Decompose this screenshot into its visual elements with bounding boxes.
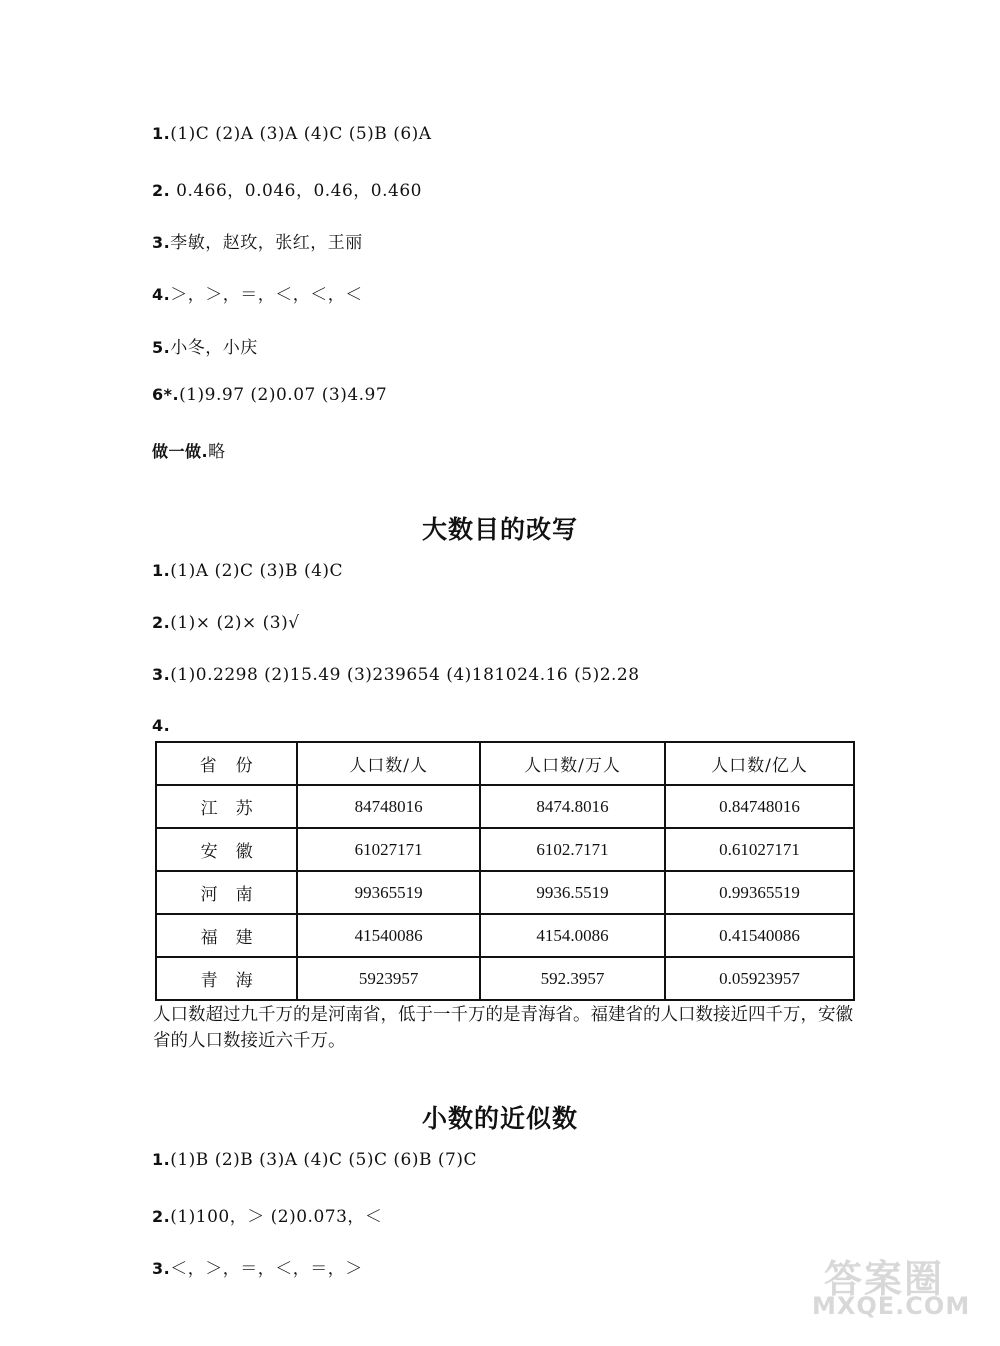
answer-line: 5.小冬，小庆 [152, 338, 258, 358]
section-title: 小数的近似数 [421, 1104, 578, 1133]
table-cell: 6102.7171 [480, 828, 665, 871]
table-cell: 0.61027171 [665, 828, 854, 871]
table-row [156, 828, 854, 871]
table-cell: 河南 [156, 871, 297, 914]
table-cell: 84748016 [297, 785, 480, 828]
summary-paragraph: 人口数超过九千万的是河南省，低于一千万的是青海省。福建省的人口数接近四千万，安徽省的人口数接近六千万。 [153, 1005, 853, 1051]
answer-line: 2. 0.466，0.046，0.46，0.460 [152, 181, 422, 201]
table-cell: 0.41540086 [665, 914, 854, 957]
table-header-row [156, 742, 854, 785]
table-row [156, 914, 854, 957]
table-header: 人口数/人 [297, 742, 480, 785]
answer-line: 3.＜，＞，＝，＜，＝，＞ [152, 1259, 363, 1279]
answer-line: 1.(1)A (2)C (3)B (4)C [152, 561, 344, 581]
answer-line: 1.(1)B (2)B (3)A (4)C (5)C (6)B (7)C [152, 1150, 477, 1170]
table-cell: 江苏 [156, 785, 297, 828]
table-cell: 0.05923957 [665, 957, 854, 1000]
table-row [156, 871, 854, 914]
table-cell: 5923957 [297, 957, 480, 1000]
table-cell: 0.84748016 [665, 785, 854, 828]
answer-line: 6*.(1)9.97 (2)0.07 (3)4.97 [152, 385, 388, 405]
answer-line: 4. [152, 716, 171, 735]
table-header: 人口数/万人 [480, 742, 665, 785]
watermark-url: MXQE.COM [812, 1292, 971, 1320]
table-cell: 61027171 [297, 828, 480, 871]
table-header: 人口数/亿人 [665, 742, 854, 785]
table-cell: 福建 [156, 914, 297, 957]
table-row [156, 785, 854, 828]
section-title: 大数目的改写 [421, 515, 578, 544]
answer-line: 2.(1)100，＞ (2)0.073，＜ [152, 1207, 383, 1227]
table-row [156, 957, 854, 1000]
answer-line: 3.李敏，赵玫，张红，王丽 [152, 233, 363, 253]
answer-line: 4.＞，＞，＝，＜，＜，＜ [152, 285, 363, 305]
table-cell: 0.99365519 [665, 871, 854, 914]
answer-line: 做一做.略 [152, 442, 226, 462]
table-cell: 8474.8016 [480, 785, 665, 828]
table-cell: 4154.0086 [480, 914, 665, 957]
table-cell: 592.3957 [480, 957, 665, 1000]
table-header: 省 份 [156, 742, 297, 785]
answer-line: 2.(1)× (2)× (3)√ [152, 613, 300, 633]
table-cell: 青海 [156, 957, 297, 1000]
answer-line: 1.(1)C (2)A (3)A (4)C (5)B (6)A [152, 124, 432, 144]
population-table [155, 741, 855, 1001]
answer-line: 3.(1)0.2298 (2)15.49 (3)239654 (4)181024.16 (5)2.28 [152, 665, 640, 685]
table-cell: 9936.5519 [480, 871, 665, 914]
watermark [812, 1248, 982, 1328]
table-cell: 41540086 [297, 914, 480, 957]
table-cell: 安徽 [156, 828, 297, 871]
watermark-logo: 答案圈 [824, 1257, 945, 1301]
table-cell: 99365519 [297, 871, 480, 914]
